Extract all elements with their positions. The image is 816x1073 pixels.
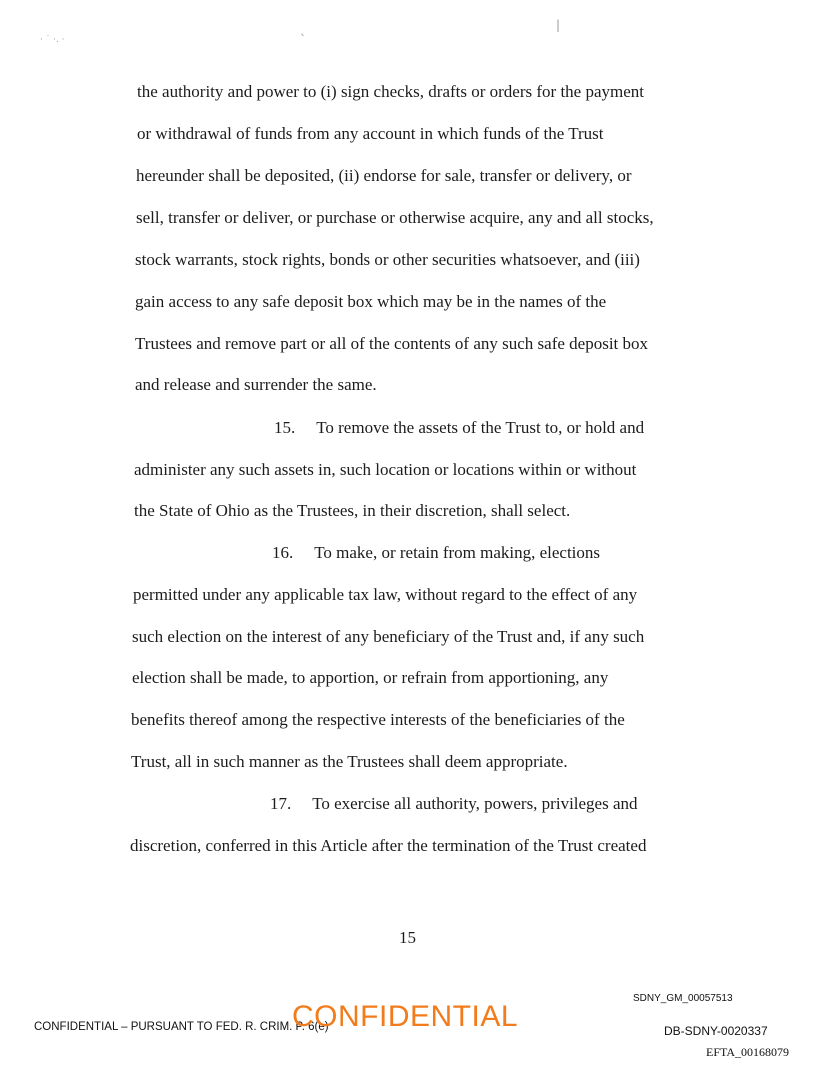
scan-artifact: · ˙ ·. · xyxy=(40,35,65,45)
body-line: the State of Ohio as the Trustees, in their discretion, shall select. xyxy=(134,501,571,520)
scan-artifact: ˎ xyxy=(300,22,306,36)
body-line: hereunder shall be deposited, (ii) endorse for sale, transfer or delivery, or xyxy=(136,166,632,185)
confidential-notice: CONFIDENTIAL – PURSUANT TO FED. R. CRIM. P. 6(e) xyxy=(34,1021,329,1033)
body-line: sell, transfer or deliver, or purchase or otherwise acquire, any and all stocks, xyxy=(136,208,654,227)
page-number: 15 xyxy=(399,928,416,947)
body-line: 17. To exercise all authority, powers, privileges and xyxy=(270,794,638,813)
body-line: 16. To make, or retain from making, elections xyxy=(272,543,601,562)
bates-number-sdny-gm: SDNY_GM_00057513 xyxy=(633,993,733,1004)
body-line: permitted under any applicable tax law, without regard to the effect of any xyxy=(133,585,638,604)
body-line: Trustees and remove part or all of the contents of any such safe deposit box xyxy=(135,334,649,353)
efta-number: EFTA_00168079 xyxy=(706,1045,790,1059)
body-line: gain access to any safe deposit box which may be in the names of the xyxy=(135,292,607,311)
body-line: administer any such assets in, such location or locations within or without xyxy=(134,460,637,479)
body-line: Trust, all in such manner as the Trustees shall deem appropriate. xyxy=(131,752,568,771)
bates-number-db-sdny: DB-SDNY-0020337 xyxy=(664,1024,768,1038)
confidential-stamp: CONFIDENTIAL xyxy=(292,1000,519,1033)
body-line: or withdrawal of funds from any account in which funds of the Trust xyxy=(137,124,604,143)
body-line: and release and surrender the same. xyxy=(135,375,377,394)
body-line: election shall be made, to apportion, or refrain from apportioning, any xyxy=(132,668,609,687)
body-line: the authority and power to (i) sign checks, drafts or orders for the payment xyxy=(137,82,645,101)
body-line: such election on the interest of any beneficiary of the Trust and, if any such xyxy=(132,627,645,646)
body-line: 15. To remove the assets of the Trust to, or hold and xyxy=(274,418,645,437)
body-line: benefits thereof among the respective interests of the beneficiaries of the xyxy=(131,710,625,729)
body-line: discretion, conferred in this Article after the termination of the Trust created xyxy=(130,836,647,855)
scan-artifact: | xyxy=(556,18,561,32)
body-line: stock warrants, stock rights, bonds or other securities whatsoever, and (iii) xyxy=(135,250,640,269)
